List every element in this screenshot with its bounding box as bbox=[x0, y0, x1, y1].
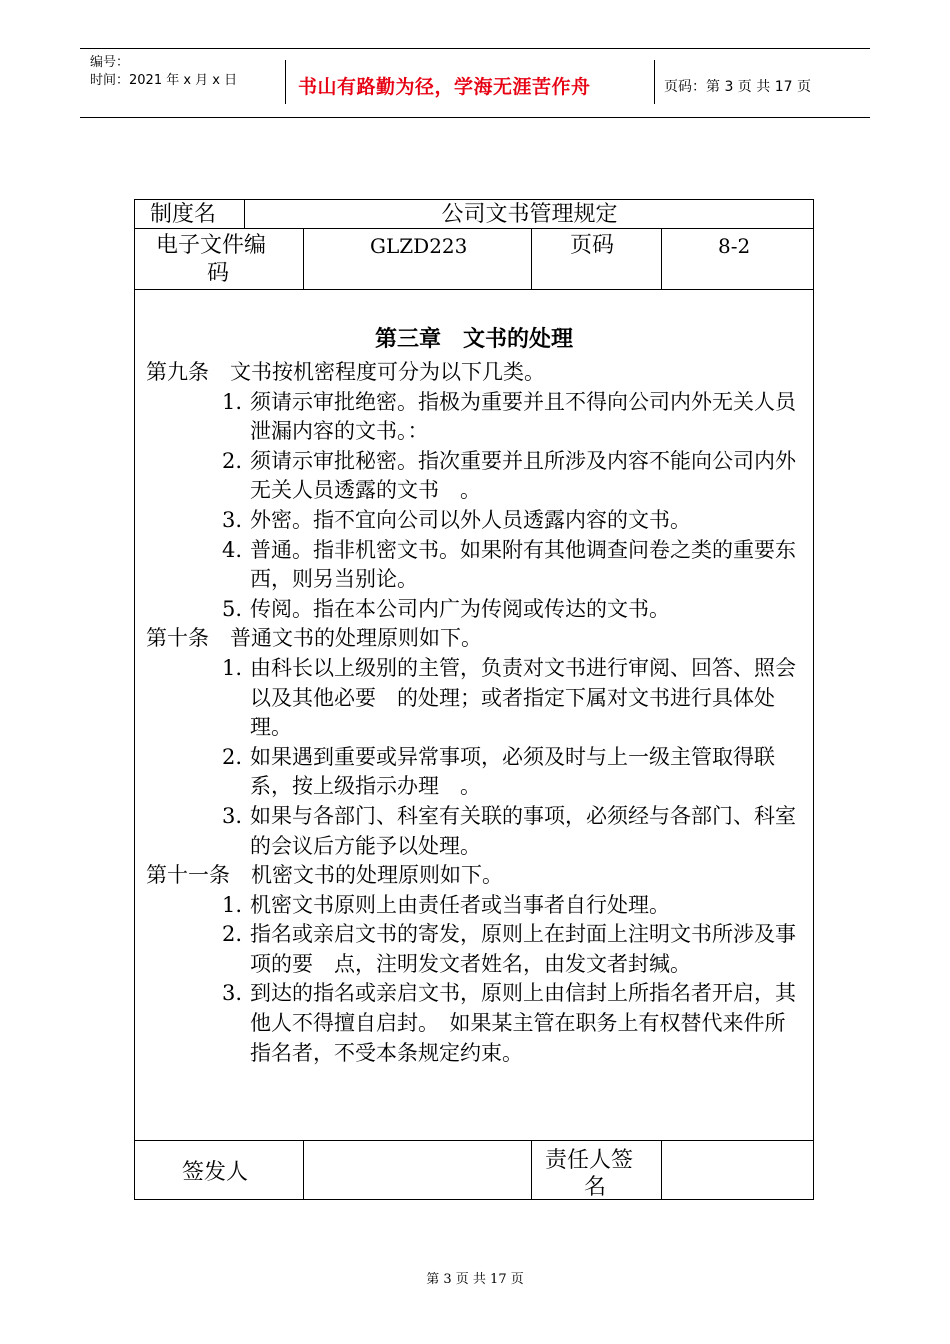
item-number: 3. bbox=[222, 981, 243, 1006]
document-number-label: 编号： bbox=[90, 55, 130, 70]
article-heading: 第十一条 机密文书的处理原则如下。 bbox=[146, 863, 503, 888]
item-text: 传阅。指在本公司内广为传阅或传达的文书。 bbox=[250, 596, 670, 621]
list-item bbox=[222, 654, 806, 743]
list-item bbox=[222, 388, 806, 447]
table-col-rule-responsible bbox=[531, 1140, 532, 1200]
item-text: 如果遇到重要或异常事项，必须及时与上一级主管取得联系，按上级指示办理 。 bbox=[250, 744, 775, 799]
document-date: 时间：2021 年 x 月 x 日 bbox=[90, 73, 238, 88]
item-number: 3. bbox=[222, 507, 243, 532]
file-code-label-line1: 电子文件编 bbox=[156, 233, 267, 258]
list-item bbox=[222, 802, 806, 861]
item-text: 由科长以上级别的主管，负责对文书进行审阅、回答、照会以及其他必要 的处理；或者指定下属对文书进行具体处理。 bbox=[250, 655, 796, 740]
header-divider-right bbox=[654, 60, 655, 104]
system-name-label: 制度名 bbox=[150, 202, 217, 227]
item-text: 指名或亲启文书的寄发，原则上在封面上注明文书所涉及事项的要 点，注明发文者姓名，由发文者封缄。 bbox=[250, 922, 796, 976]
item-number: 1. bbox=[222, 655, 243, 680]
item-number: 3. bbox=[222, 803, 243, 828]
article-9 bbox=[146, 358, 806, 624]
item-number: 1. bbox=[222, 892, 243, 917]
item-number: 5. bbox=[222, 596, 243, 621]
table-col-rule-page bbox=[531, 228, 532, 289]
header-bottom-rule bbox=[80, 117, 870, 118]
list-item bbox=[222, 595, 806, 625]
item-text: 须请示审批绝密。指极为重要并且不得向公司内外无关人员泄漏内容的文书。： bbox=[250, 389, 796, 444]
system-name-value: 公司文书管理规定 bbox=[441, 202, 618, 227]
table-col-rule-responsible-value bbox=[661, 1140, 662, 1200]
article-10 bbox=[146, 624, 806, 861]
header-divider-left bbox=[285, 60, 286, 104]
list-item bbox=[222, 447, 806, 506]
item-text: 普通。指非机密文书。如果附有其他调查问卷之类的重要东西，则另当别论。 bbox=[250, 537, 796, 592]
responsible-label-line2: 名 bbox=[584, 1175, 607, 1200]
item-number: 2. bbox=[222, 448, 243, 473]
article-heading: 第九条 文书按机密程度可分为以下几类。 bbox=[146, 360, 545, 384]
issuer-label: 签发人 bbox=[182, 1160, 249, 1185]
table-row-rule-1 bbox=[134, 228, 814, 229]
item-text: 机密文书原则上由责任者或当事者自行处理。 bbox=[250, 892, 670, 917]
file-code-value: GLZD223 bbox=[370, 234, 468, 258]
item-number: 2. bbox=[222, 922, 243, 947]
article-11 bbox=[146, 861, 806, 1068]
header-motto: 书山有路勤为径，学海无涯苦作舟 bbox=[298, 76, 591, 98]
item-text: 如果与各部门、科室有关联的事项，必须经与各部门、科室的会议后方能予以处理。 bbox=[250, 803, 796, 858]
item-text: 到达的指名或亲启文书，原则上由信封上所指名者开启，其他人不得擅自启封。 如果某主管在职务上有权替代来件所指名者，不受本条规定约束。 bbox=[250, 981, 796, 1065]
page-value: 8-2 bbox=[718, 234, 751, 258]
item-text: 外密。指不宜向公司以外人员透露内容的文书。 bbox=[250, 507, 691, 532]
list-item bbox=[222, 506, 806, 536]
table-row-rule-2 bbox=[134, 289, 814, 290]
table-col-rule-issuer bbox=[303, 1140, 304, 1200]
list-item bbox=[222, 979, 806, 1068]
page-footer: 第 3 页 共 17 页 bbox=[426, 1272, 524, 1287]
item-number: 1. bbox=[222, 389, 243, 414]
list-item bbox=[222, 891, 806, 921]
item-text: 须请示审批秘密。指次重要并且所涉及内容不能向公司内外无关人员透露的文书 。 bbox=[250, 448, 796, 503]
regulation-body bbox=[146, 358, 806, 1068]
header-top-rule bbox=[80, 48, 870, 49]
item-number: 4. bbox=[222, 537, 243, 562]
table-row-rule-3 bbox=[134, 1140, 814, 1141]
table-col-rule-code bbox=[303, 228, 304, 289]
page-label: 页码 bbox=[570, 233, 615, 258]
item-number: 2. bbox=[222, 744, 243, 769]
list-item bbox=[222, 536, 806, 595]
responsible-label-line1: 责任人签 bbox=[545, 1148, 634, 1173]
file-code-label-line2: 码 bbox=[207, 261, 230, 286]
list-item bbox=[222, 743, 806, 802]
list-item bbox=[222, 920, 806, 979]
chapter-title: 第三章 文书的处理 bbox=[374, 327, 573, 352]
table-col-rule-page-value bbox=[661, 228, 662, 289]
header-meta bbox=[90, 54, 237, 90]
header-page-info: 页码：第 3 页 共 17 页 bbox=[664, 79, 811, 95]
article-heading: 第十条 普通文书的处理原则如下。 bbox=[146, 626, 482, 651]
